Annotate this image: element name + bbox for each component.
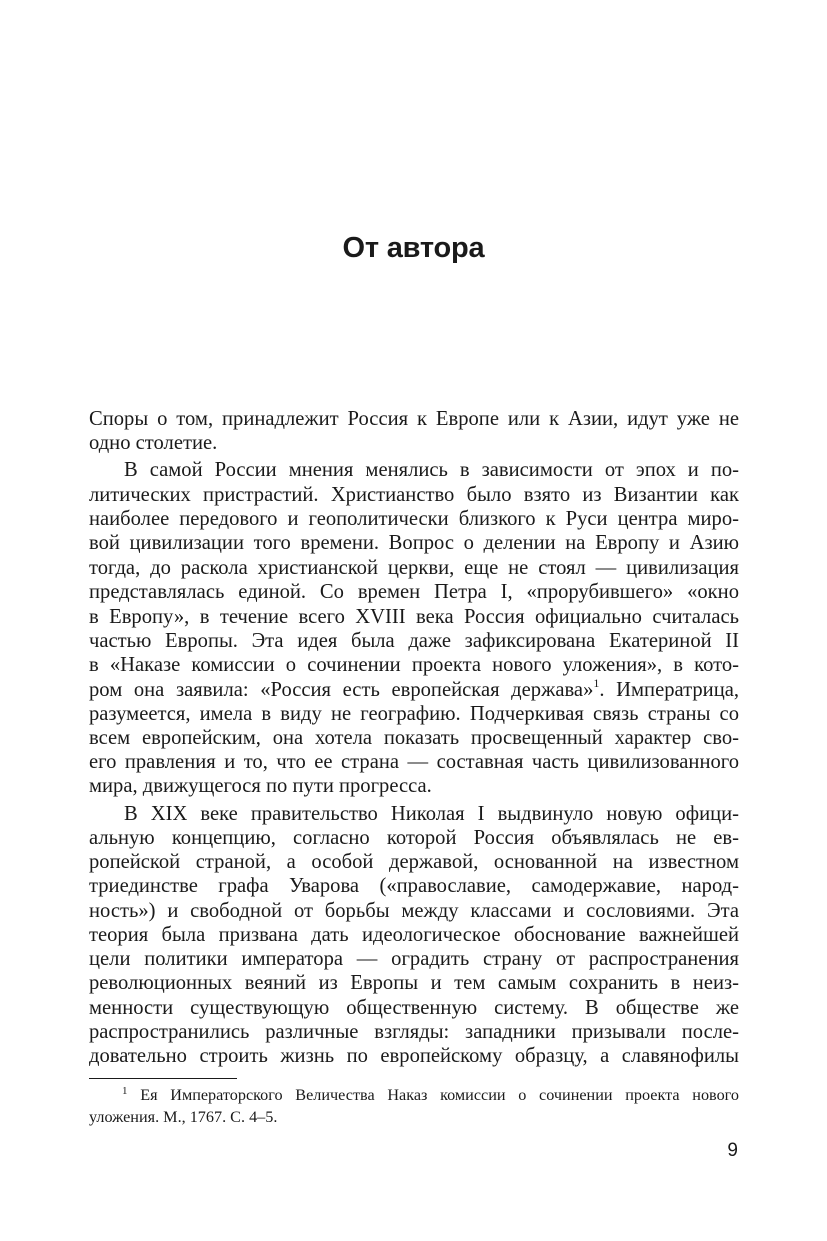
body-line-4: литических пристрастий. Христианство было взято из Византии как bbox=[89, 484, 739, 506]
body-line-27: довательно строить жизнь по европейскому образцу, а славянофилы bbox=[89, 1045, 739, 1067]
body-line-17: В XIX веке правительство Николая I выдвинуло новую офици- bbox=[124, 803, 739, 825]
body-line-18: альную концепцию, согласно которой Россия объявлялась не ев- bbox=[89, 827, 739, 849]
body-line-20: триединстве графа Уварова («православие, самодержавие, народ- bbox=[89, 875, 739, 897]
footnote-line-2: уложения. М., 1767. С. 4–5. bbox=[89, 1108, 278, 1126]
body-line-25: менности существующую общественную систему. В обществе же bbox=[89, 997, 739, 1019]
footnote-text-1: Ея Императорского Величества Наказ комиссии о сочинении проекта нового bbox=[140, 1086, 740, 1104]
body-line-16: мира, движущегося по пути прогресса. bbox=[89, 775, 432, 797]
body-line-24: революционных веяний из Европы и тем самым сохранить в неиз- bbox=[89, 972, 739, 994]
body-line-21: ность») и свободной от борьбы между классами и сословиями. Эта bbox=[89, 900, 739, 922]
body-line-1: Споры о том, принадлежит Россия к Европе или к Азии, идут уже не bbox=[89, 408, 739, 430]
body-line-3: В самой России мнения менялись в зависимости от эпох и по- bbox=[124, 459, 739, 481]
body-line-12-text: ром она заявила: «Россия есть европейская держава» bbox=[89, 679, 594, 701]
footnote-divider bbox=[89, 1078, 237, 1079]
body-line-5: наиболее передового и геополитически близкого к Руси центра миро- bbox=[89, 508, 739, 530]
footnote-ref: 1 bbox=[593, 676, 600, 690]
body-line-22: теория была призвана дать идеологическое обоснование важнейшей bbox=[89, 924, 739, 946]
body-line-19: ропейской страной, а особой державой, основанной на известном bbox=[89, 851, 739, 873]
body-line-15: его правления и то, что ее страна — составная часть цивилизованного bbox=[89, 751, 739, 773]
body-line-2: одно столетие. bbox=[89, 432, 218, 454]
body-line-6: вой цивилизации того времени. Вопрос о делении на Европу и Азию bbox=[89, 532, 739, 554]
body-line-8: представлялась единой. Со времен Петра I, «прорубившего» «окно bbox=[89, 581, 739, 603]
chapter-title: От автора bbox=[342, 232, 485, 264]
footnote-marker: 1 bbox=[122, 1085, 128, 1097]
body-line-26: распространились различные взгляды: западники призывали после- bbox=[89, 1021, 739, 1043]
body-line-23: цели политики императора — оградить страну от распространения bbox=[89, 948, 739, 970]
body-line-11: в «Наказе комиссии о сочинении проекта нового уложения», в кото- bbox=[89, 654, 739, 676]
body-line-12 bbox=[89, 677, 739, 703]
body-line-12-tail: . Императрица, bbox=[599, 679, 740, 701]
body-line-14: всем европейским, она хотела показать просвещенный характер сво- bbox=[89, 727, 739, 749]
body-line-9: в Европу», в течение всего XVIII века Россия официально считалась bbox=[89, 606, 739, 628]
footnote-line-1 bbox=[122, 1084, 739, 1106]
page-number: 9 bbox=[727, 1140, 738, 1161]
body-line-7: тогда, до раскола христианской церкви, еще не стоял — цивилизация bbox=[89, 557, 739, 579]
body-line-13: разумеется, имела в виду не географию. Подчеркивая связь страны со bbox=[89, 703, 739, 725]
body-line-10: частью Европы. Эта идея была даже зафиксирована Екатериной II bbox=[89, 630, 739, 652]
